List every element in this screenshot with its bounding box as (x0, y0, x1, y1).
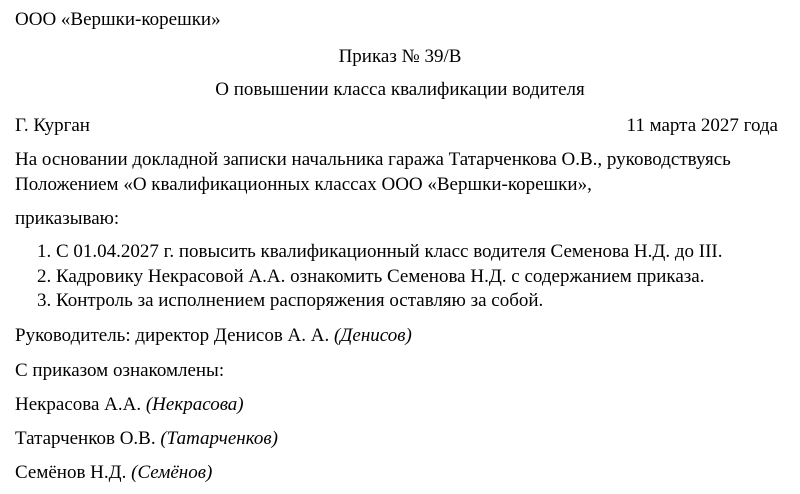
basis-text-line-2: Положением «О квалификационных классах ООО «Вершки-корешки», (15, 174, 592, 195)
acquainted-person-3 (15, 462, 212, 484)
order-date: 11 марта 2027 года (626, 115, 778, 136)
acquainted-person-1 (15, 394, 244, 416)
order-item-2: 2. Кадровику Некрасовой А.А. ознакомить Семенова Н.Д. с содержанием приказа. (37, 266, 705, 287)
person-name: Семёнов Н.Д. (15, 462, 127, 483)
order-number: Приказ № 39/В (338, 46, 462, 67)
order-city: Г. Курган (15, 115, 90, 136)
head-signature-label: Руководитель: директор Денисов А. А. (15, 325, 330, 346)
person-signature: (Некрасова) (145, 394, 244, 415)
basis-text-line-1: На основании докладной записки начальника гаража Татарченкова О.В., руководствуясь (15, 149, 731, 170)
order-item-3: 3. Контроль за исполнением распоряжения оставляю за собой. (37, 290, 544, 311)
head-signature: (Денисов) (333, 325, 412, 346)
person-name: Татарченков О.В. (15, 428, 156, 449)
person-signature: (Семёнов) (131, 462, 213, 483)
person-name: Некрасова А.А. (15, 394, 142, 415)
acquainted-person-2 (15, 428, 278, 450)
acquainted-label: С приказом ознакомлены: (15, 360, 225, 381)
order-item-1: 1. С 01.04.2027 г. повысить квалификационный класс водителя Семенова Н.Д. до III. (37, 241, 723, 262)
order-subject: О повышении класса квалификации водителя (215, 79, 585, 100)
company-name: ООО «Вершки-корешки» (15, 9, 221, 30)
person-signature: (Татарченков) (160, 428, 278, 449)
head-signature-line (15, 325, 412, 347)
order-word: приказываю: (15, 208, 120, 229)
